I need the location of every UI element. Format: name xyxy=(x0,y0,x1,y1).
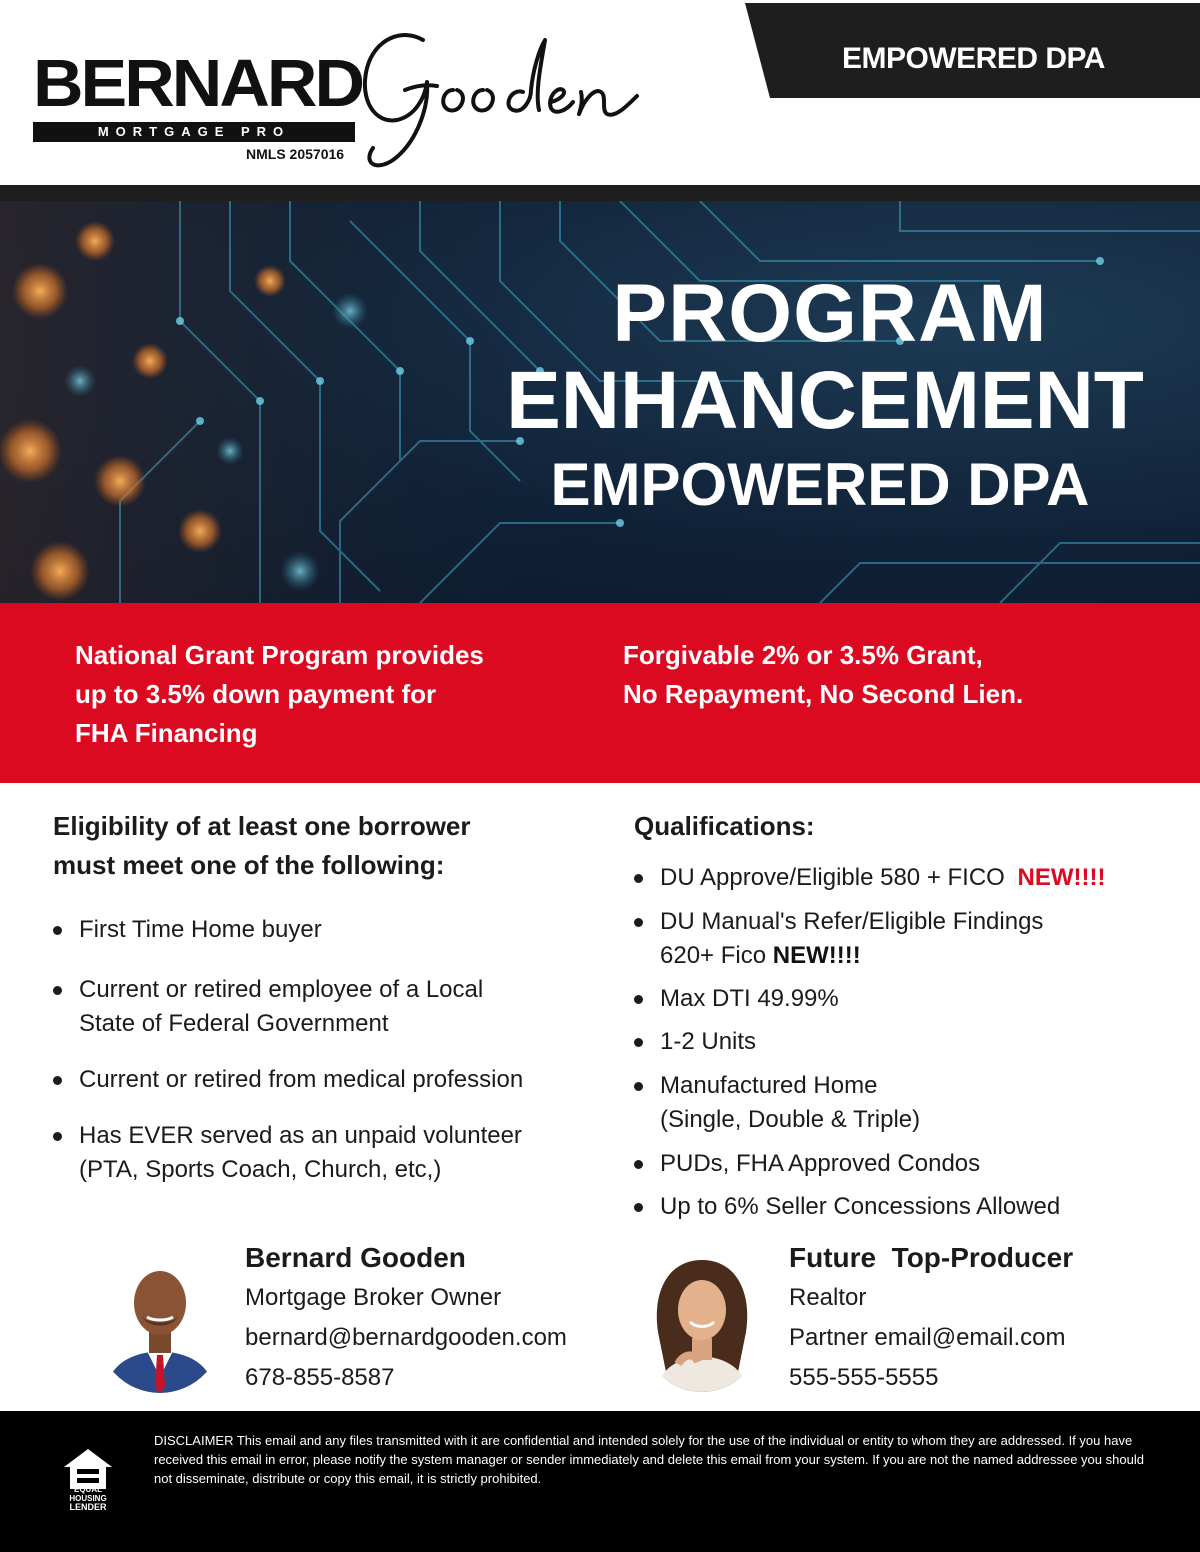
partner-avatar xyxy=(638,1252,766,1392)
broker-email[interactable]: bernard@bernardgooden.com xyxy=(245,1324,567,1351)
partner-portrait xyxy=(638,1252,766,1392)
logo-tagline: MORTGAGE PRO xyxy=(33,122,355,142)
broker-contact xyxy=(245,1238,567,1398)
eligibility-item xyxy=(53,973,613,1041)
new-badge: NEW!!!! xyxy=(772,942,861,969)
equal-housing-label-line: EQUAL HOUSING xyxy=(69,1485,107,1503)
partner-name: Future Top-Producer xyxy=(789,1242,1074,1273)
highlight-right-line: Forgivable 2% or 3.5% Grant, xyxy=(623,640,983,670)
hero-title-line-2: ENHANCEMENT xyxy=(506,355,1144,446)
qualification-item xyxy=(634,982,1174,1016)
highlight-right-line: No Repayment, No Second Lien. xyxy=(623,679,1024,709)
eligibility-heading-line: Eligibility of at least one borrower xyxy=(53,811,471,841)
eligibility-heading-line: must meet one of the following: xyxy=(53,850,445,880)
qualification-text: Manufactured Home xyxy=(660,1072,878,1099)
eligibility-item-text: (PTA, Sports Coach, Church, etc,) xyxy=(79,1156,442,1183)
qualification-text: Up to 6% Seller Concessions Allowed xyxy=(660,1193,1061,1220)
partner-phone[interactable]: 555-555-5555 xyxy=(789,1364,939,1391)
qualification-text: DU Approve/Eligible 580 + FICO xyxy=(660,864,1005,891)
qualification-text: DU Manual's Refer/Eligible Findings xyxy=(660,908,1044,935)
eligibility-item-text: Current or retired employee of a Local xyxy=(79,976,484,1003)
highlight-grant-program xyxy=(75,636,575,753)
highlights-band xyxy=(0,603,1200,783)
header-tab-label: EMPOWERED DPA xyxy=(842,42,1105,75)
logo-script-gooden xyxy=(345,20,655,180)
eligibility-item xyxy=(53,1063,613,1097)
hero-title-line-3: EMPOWERED DPA xyxy=(550,451,1090,518)
hero-banner xyxy=(0,201,1200,603)
qualification-item xyxy=(634,905,1174,973)
qualification-text: (Single, Double & Triple) xyxy=(660,1106,921,1133)
eligibility-item-text: First Time Home buyer xyxy=(79,916,322,943)
broker-phone[interactable]: 678-855-8587 xyxy=(245,1364,395,1391)
highlight-left-line: FHA Financing xyxy=(75,718,258,748)
hero-title-line-1: PROGRAM xyxy=(612,268,1048,359)
logo-nmls: NMLS 2057016 xyxy=(246,146,345,162)
page-header xyxy=(0,0,1200,185)
qualification-text-line xyxy=(660,939,1174,973)
hero-title xyxy=(440,268,1200,525)
eligibility-item xyxy=(53,1119,613,1187)
new-badge: NEW!!!! xyxy=(1017,864,1106,891)
disclaimer-text: DISCLAIMER This email and any files transmitted with it are confidential and intended solely for the use of the individual or entity to whom they are addressed. If you have received this email in error, please notify the system manager or sender immediately and delete this email from your system. If you are not the named addressee you should not disseminate, distribute or copy this email, it is strictly prohibited. xyxy=(154,1433,1144,1486)
qualifications-list xyxy=(634,861,1174,1224)
partner-email[interactable]: Partner email@email.com xyxy=(789,1324,1066,1351)
eligibility-item-text: Current or retired from medical profession xyxy=(79,1066,524,1093)
qualification-item xyxy=(634,1190,1174,1224)
equal-housing-label xyxy=(55,1485,121,1512)
broker-avatar xyxy=(95,1255,225,1393)
highlight-left-line: National Grant Program provides xyxy=(75,640,484,670)
eligibility-item-text: Has EVER served as an unpaid volunteer xyxy=(79,1122,522,1149)
qualification-text: PUDs, FHA Approved Condos xyxy=(660,1150,981,1177)
qualification-item xyxy=(634,861,1174,895)
partner-contact xyxy=(789,1238,1073,1398)
eligibility-item-text: State of Federal Government xyxy=(79,1010,389,1037)
qualification-text: Max DTI 49.99% xyxy=(660,985,839,1012)
partner-title: Realtor xyxy=(789,1284,867,1311)
qualifications-heading: Qualifications: xyxy=(634,811,815,841)
header-divider xyxy=(0,185,1200,201)
broker-portrait xyxy=(95,1255,225,1393)
broker-title: Mortgage Broker Owner xyxy=(245,1284,502,1311)
highlight-forgivable-grant xyxy=(623,636,1143,714)
header-program-tab xyxy=(745,3,1200,98)
equal-housing-label-line: LENDER xyxy=(69,1502,107,1512)
brand-logo xyxy=(33,46,362,162)
qualification-item xyxy=(634,1069,1174,1137)
broker-name: Bernard Gooden xyxy=(245,1242,466,1273)
eligibility-item xyxy=(53,913,613,947)
eligibility-heading xyxy=(53,807,613,885)
qualification-item xyxy=(634,1025,1174,1059)
highlight-left-line: up to 3.5% down payment for xyxy=(75,679,437,709)
qualification-text: 1-2 Units xyxy=(660,1028,757,1055)
logo-bernard-text: BERNARD xyxy=(33,46,362,121)
qualification-item xyxy=(634,1147,1174,1181)
eligibility-list xyxy=(53,913,613,1187)
qualification-text: 620+ Fico xyxy=(660,942,767,969)
